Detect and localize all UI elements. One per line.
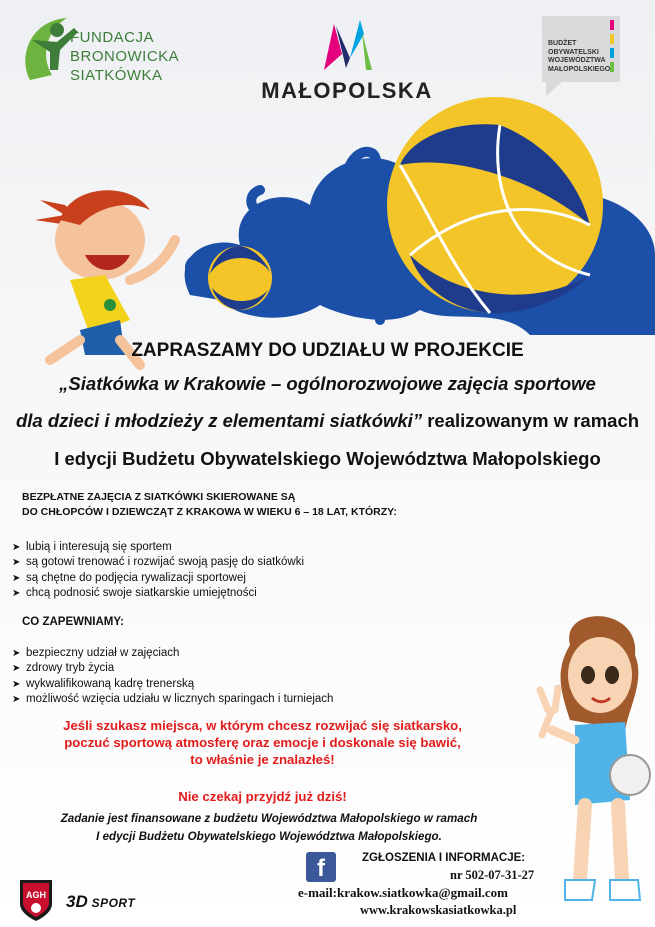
- civic-budget-text: [548, 40, 610, 74]
- sport-word: SPORT: [91, 896, 136, 910]
- list-item: ➤ możliwość wzięcia udziału w licznych sparingach i turniejach: [12, 692, 333, 707]
- list-item: ➤ zdrowy tryb życia: [12, 661, 333, 676]
- provide-list: [12, 646, 333, 707]
- foundation-line-3: SIATKÓWKA: [70, 67, 163, 84]
- red-line-3: to właśnie je znalazłeś!: [190, 752, 335, 767]
- region-name: MAŁOPOLSKA: [261, 78, 433, 103]
- financing-line-1: Zadanie jest finansowane z budżetu Województwa Małopolskiego w ramach: [60, 812, 478, 825]
- lead-text: [22, 490, 397, 520]
- budget-line-2: OBYWATELSKI: [548, 48, 599, 56]
- budget-line-3: WOJEWÓDZTWA: [548, 57, 606, 64]
- headline-project-line: [0, 373, 655, 395]
- contact-phone: nr 502-07-31-27: [450, 868, 535, 882]
- headline-budget-line: I edycji Budżetu Obywatelskiego Województwa Małopolskiego: [54, 448, 601, 469]
- budget-line-1: BUDŻET: [548, 40, 577, 47]
- project-title-part1: „Siatkówka w Krakowie – ogólnorozwojowe zajęcia sportowe: [59, 373, 596, 394]
- small-ball-icon: [206, 244, 274, 312]
- lead-line-1: BEZPŁATNE ZAJĘCIA Z SIATKÓWKI SKIEROWANE SĄ: [22, 491, 296, 503]
- sport-mark: 3D: [66, 892, 88, 911]
- call-to-action: Nie czekaj przyjdź już dziś!: [178, 789, 347, 804]
- headline-invite: ZAPRASZAMY DO UDZIAŁU W PROJEKCIE: [131, 340, 524, 361]
- foundation-line-2: BRONOWICKA: [70, 48, 180, 65]
- list-item: ➤ bezpieczny udział w zajęciach: [12, 646, 333, 661]
- 3d-sport-logo: [66, 892, 135, 912]
- malopolska-logo-icon: [320, 14, 380, 74]
- red-line-2: poczuć sportową atmosferę oraz emocje i doskonale się bawić,: [64, 735, 461, 750]
- list-item: ➤ są chętne do podjęcia rywalizacji sportowej: [12, 571, 304, 586]
- list-item: ➤ lubią i interesują się sportem: [12, 540, 304, 555]
- facebook-icon[interactable]: f: [306, 852, 336, 882]
- contact-email[interactable]: e-mail:krakow.siatkowka@gmail.com: [298, 885, 508, 900]
- contact-website[interactable]: www.krakowskasiatkowka.pl: [360, 903, 517, 917]
- contact-heading: ZGŁOSZENIA I INFORMACJE:: [362, 852, 526, 864]
- list-item: ➤ chcą podnosić swoje siatkarskie umiejętności: [12, 586, 304, 601]
- lead-line-2: DO CHŁOPCÓW I DZIEWCZĄT Z KRAKOWA W WIEKU 6 – 18 LAT, KTÓRZY:: [22, 506, 397, 518]
- provide-heading: CO ZAPEWNIAMY:: [22, 616, 125, 628]
- project-title-rest: realizowanym w ramach: [422, 410, 640, 431]
- headline-project-line-2: [0, 410, 655, 432]
- red-line-1: Jeśli szukasz miejsca, w którym chcesz rozwijać się siatkarsko,: [63, 718, 462, 733]
- girl-player-illustration: [530, 610, 655, 925]
- agh-text: AGH: [26, 890, 46, 900]
- budget-line-4: MAŁOPOLSKIEGO: [548, 65, 611, 73]
- foundation-line-1: FUNDACJA: [70, 29, 155, 46]
- list-item: ➤ wykwalifikowaną kadrę trenerską: [12, 677, 333, 692]
- project-title-part2: dla dzieci i młodzieży z elementami siatkówki”: [15, 410, 423, 431]
- agh-volleyball-logo-icon: [18, 876, 54, 922]
- list-item: ➤ są gotowi trenować i rozwijać swoją pasję do siatkówki: [12, 555, 304, 570]
- foundation-name: [70, 28, 179, 85]
- financing-note: [0, 810, 538, 846]
- eligibility-list: [12, 540, 304, 601]
- financing-line-2: I edycji Budżetu Obywatelskiego Województwa Małopolskiego.: [96, 830, 442, 843]
- red-invitation: [0, 717, 525, 768]
